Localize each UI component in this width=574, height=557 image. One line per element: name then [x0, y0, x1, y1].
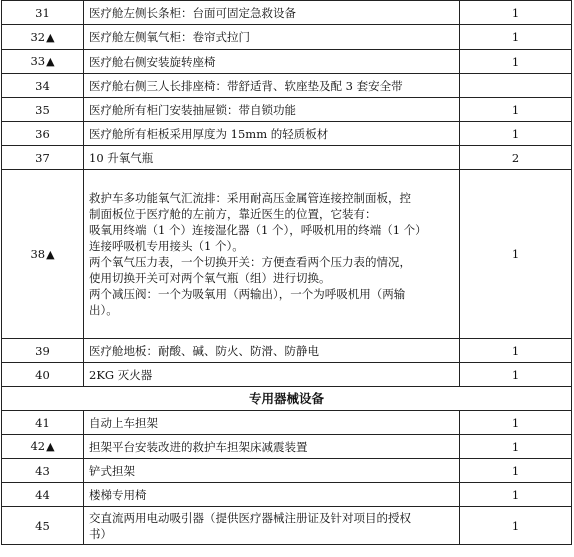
- item-number-cell: [2, 25, 84, 50]
- item-number: 33: [30, 54, 46, 68]
- table-row: [2, 146, 572, 170]
- item-description: 2KG 灭火器: [84, 363, 460, 387]
- item-number-cell: [2, 363, 84, 387]
- item-quantity: 1: [460, 363, 572, 387]
- description-line: 吸氧用终端（1 个）连接湿化器（1 个），呼吸机用的终端（1 个）: [89, 223, 427, 237]
- table-row: [2, 50, 572, 74]
- item-description: 医疗舱所有柜门安装抽屉锁：带自锁功能: [84, 98, 460, 122]
- table-row: [2, 459, 572, 483]
- item-number: 35: [35, 102, 50, 117]
- item-number: 45: [35, 518, 50, 533]
- item-number-cell: [2, 459, 84, 483]
- item-quantity: 1: [460, 50, 572, 74]
- section-header-row: [2, 387, 572, 411]
- key-item-triangle-icon: ▲: [46, 440, 55, 453]
- item-description: 医疗舱地板：耐酸、碱、防火、防滑、防静电: [84, 339, 460, 363]
- item-quantity: 1: [460, 411, 572, 435]
- table-row: [2, 74, 572, 98]
- description-line: 救护车多功能氧气汇流排：采用耐高压金属管连接控制面板，控: [89, 191, 411, 205]
- item-description: 医疗舱右侧安装旋转座椅: [84, 50, 460, 74]
- key-item-triangle-icon: ▲: [46, 55, 55, 68]
- item-description: [84, 170, 460, 339]
- item-description: 担架平台安装改进的救护车担架床减震装置: [84, 435, 460, 459]
- item-number: 36: [35, 126, 50, 141]
- description-line: 使用切换开关可对两个氧气瓶（组）进行切换。: [89, 271, 331, 285]
- item-number: 34: [35, 78, 50, 93]
- item-quantity: 1: [460, 170, 572, 339]
- item-number: 41: [35, 415, 50, 430]
- item-description: 10 升氧气瓶: [84, 146, 460, 170]
- table-row: [2, 122, 572, 146]
- item-quantity: 1: [460, 122, 572, 146]
- item-quantity: 1: [460, 507, 572, 545]
- description-line: 书）: [89, 526, 112, 541]
- section-title: 专用器械设备: [2, 387, 572, 411]
- item-number-cell: [2, 1, 84, 25]
- item-number-cell: [2, 339, 84, 363]
- item-quantity: [460, 74, 572, 98]
- table-row: [2, 1, 572, 25]
- item-number-cell: [2, 146, 84, 170]
- item-number-cell: [2, 483, 84, 507]
- item-number-cell: [2, 170, 84, 339]
- item-number: 43: [35, 463, 50, 478]
- item-description: 楼梯专用椅: [84, 483, 460, 507]
- item-number-cell: [2, 435, 84, 459]
- item-number-cell: [2, 50, 84, 74]
- item-description: 医疗舱左侧长条柜：台面可固定急救设备: [84, 1, 460, 25]
- description-line: 制面板位于医疗舱的左前方，靠近医生的位置，它装有：: [89, 207, 377, 221]
- table-row: [2, 25, 572, 50]
- table-row: [2, 339, 572, 363]
- item-description: 医疗舱左侧氧气柜：卷帘式拉门: [84, 25, 460, 50]
- item-number: 32: [30, 29, 46, 44]
- item-description: [84, 507, 460, 545]
- item-quantity: 1: [460, 483, 572, 507]
- item-description: 医疗舱右侧三人长排座椅：带舒适背、软座垫及配 3 套安全带: [84, 74, 460, 98]
- table-row: [2, 411, 572, 435]
- item-number: 31: [35, 5, 50, 20]
- item-number: 38: [30, 246, 46, 261]
- item-number-cell: [2, 74, 84, 98]
- table-body: [2, 1, 572, 545]
- item-quantity: 2: [460, 146, 572, 170]
- description-line: 交直流两用电动吸引器（提供医疗器械注册证及针对项目的授权: [89, 510, 411, 525]
- item-number: 44: [35, 487, 50, 502]
- item-description: 铲式担架: [84, 459, 460, 483]
- item-number: 37: [35, 150, 50, 165]
- item-number: 40: [35, 367, 50, 382]
- table-row: [2, 435, 572, 459]
- item-quantity: 1: [460, 459, 572, 483]
- key-item-triangle-icon: ▲: [46, 247, 55, 261]
- table-row: [2, 483, 572, 507]
- description-line: 两个氧气压力表，一个切换开关：方便查看两个压力表的情况，: [89, 255, 411, 269]
- item-quantity: 1: [460, 435, 572, 459]
- key-item-triangle-icon: ▲: [46, 30, 55, 44]
- description-line: 出）。: [89, 303, 118, 317]
- item-number-cell: [2, 411, 84, 435]
- item-quantity: 1: [460, 1, 572, 25]
- description-line: 两个减压阀：一个为吸氧用（两输出），一个为呼吸机用（两输: [89, 287, 406, 301]
- table-row: [2, 98, 572, 122]
- item-quantity: 1: [460, 339, 572, 363]
- item-number: 39: [35, 343, 50, 358]
- item-number: 42: [30, 439, 46, 453]
- item-number-cell: [2, 122, 84, 146]
- item-number-cell: [2, 98, 84, 122]
- item-number-cell: [2, 507, 84, 545]
- equipment-spec-table: [1, 0, 572, 545]
- item-description: 医疗舱所有柜板采用厚度为 15mm 的轻质板材: [84, 122, 460, 146]
- item-quantity: 1: [460, 25, 572, 50]
- item-quantity: 1: [460, 98, 572, 122]
- table-row: [2, 507, 572, 545]
- description-line: 连接呼吸机专用接头（1 个）。: [89, 239, 244, 253]
- table-row: [2, 170, 572, 339]
- item-description: 自动上车担架: [84, 411, 460, 435]
- table-row: [2, 363, 572, 387]
